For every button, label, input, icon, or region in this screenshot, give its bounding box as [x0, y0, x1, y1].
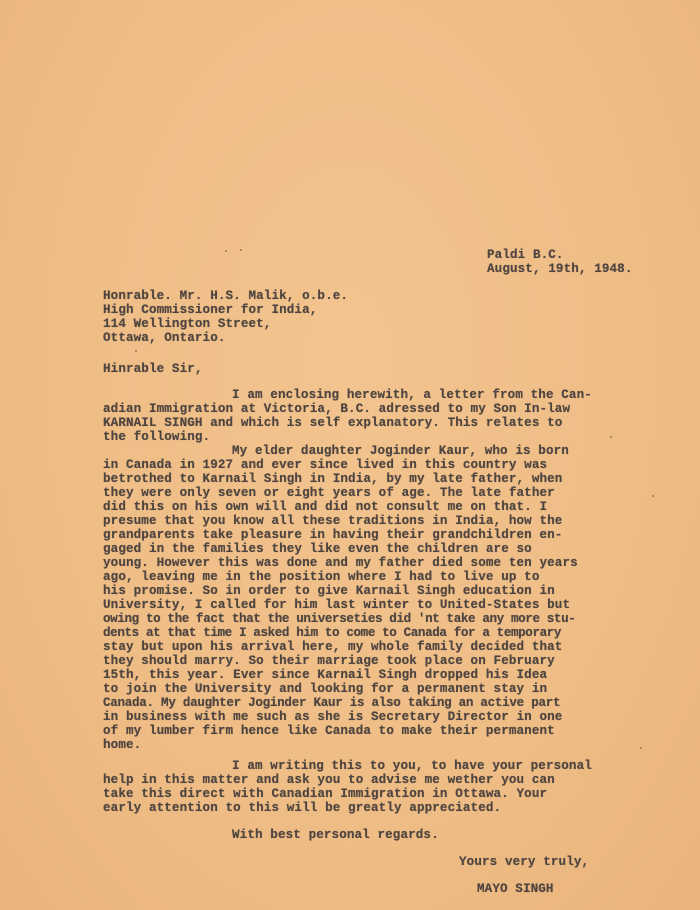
paragraph-2-line: owing to the fact that the universeties did 'nt take any more stu-: [103, 612, 576, 626]
paper-speck: [610, 436, 612, 438]
paragraph-2-line: stay but upon his arrival here, my whole family decided that: [103, 640, 563, 654]
paragraph-1-line: KARNAIL SINGH and which is self explanatory. This relates to: [103, 416, 563, 430]
paragraph-3-line: take this direct with Canadian Immigration in Ottawa. Your: [103, 787, 548, 801]
paragraph-2-line: University, I called for him last winter to United-States but: [103, 598, 571, 612]
address-line: Ottawa, Ontario.: [103, 331, 226, 345]
address-line: 114 Wellington Street,: [103, 317, 272, 331]
salutation: Hinrable Sir,: [103, 362, 203, 376]
paragraph-1-line: adian Immigration at Victoria, B.C. adressed to my Son In-law: [103, 402, 571, 416]
signature: MAYO SINGH: [477, 882, 554, 896]
address-line: Honrable. Mr. H.S. Malik, o.b.e.: [103, 289, 349, 303]
paragraph-2-line: in business with me such as she is Secretary Director in one: [103, 710, 563, 724]
paragraph-2-line: grandparents take pleasure in having their grandchildren en-: [103, 528, 563, 542]
paragraph-2-line: to join the University and looking for a permanent stay in: [103, 682, 548, 696]
paper-speck: [640, 747, 642, 749]
paragraph-2-line: of my lumber firm hence like Canada to make their permanent: [103, 724, 555, 738]
paragraph-2-line: they were only seven or eight years of age. The late father: [103, 486, 555, 500]
paragraph-2-line: ago, leaving me in the position where I had to live up to: [103, 570, 540, 584]
paragraph-2-line: Canada. My daughter Joginder Kaur is also taking an active part: [103, 696, 561, 710]
paragraph-2-line: did this on his own will and did not consult me on that. I: [103, 500, 548, 514]
paragraph-2-line: home.: [103, 738, 142, 752]
paper-speck: [652, 495, 654, 497]
paragraph-2-line: betrothed to Karnail Singh in India, by my late father, when: [103, 472, 563, 486]
paragraph-2-line: they should marry. So their marriage took place on February: [103, 654, 555, 668]
dateline-place: Paldi B.C.: [487, 248, 564, 262]
paragraph-3-line: early attention to this will be greatly appreciated.: [103, 801, 502, 815]
paragraph-1-line: the following.: [103, 430, 211, 444]
paragraph-1-line: I am enclosing herewith, a letter from the Can-: [232, 388, 592, 402]
paragraph-2-line: in Canada in 1927 and ever since lived in this country was: [103, 458, 548, 472]
paragraph-3-line: I am writing this to you, to have your personal: [232, 759, 592, 773]
paragraph-2-line: 15th, this year. Ever since Karnail Singh dropped his Idea: [103, 668, 548, 682]
paper-speck: [225, 250, 227, 252]
valediction: Yours very truly,: [459, 855, 590, 869]
paragraph-2-line: gaged in the families they like even the children are so: [103, 542, 532, 556]
paragraph-2-line: young. However this was done and my father died some ten years: [103, 556, 578, 570]
address-line: High Commissioner for India,: [103, 303, 318, 317]
paragraph-2-line: presume that you know all these traditions in India, how the: [103, 514, 563, 528]
paragraph-2-line: My elder daughter Joginder Kaur, who is born: [232, 444, 569, 458]
paragraph-2-line: his promise. So in order to give Karnail Singh education in: [103, 584, 555, 598]
closing-regards: With best personal regards.: [232, 828, 439, 842]
paper-speck: [135, 350, 137, 352]
dateline-date: August, 19th, 1948.: [487, 262, 633, 276]
paper-speck: [240, 249, 242, 251]
paragraph-3-line: help in this matter and ask you to advise me wether you can: [103, 773, 555, 787]
paragraph-2-line: dents at that time I asked him to come to Canada for a temporary: [103, 626, 562, 640]
